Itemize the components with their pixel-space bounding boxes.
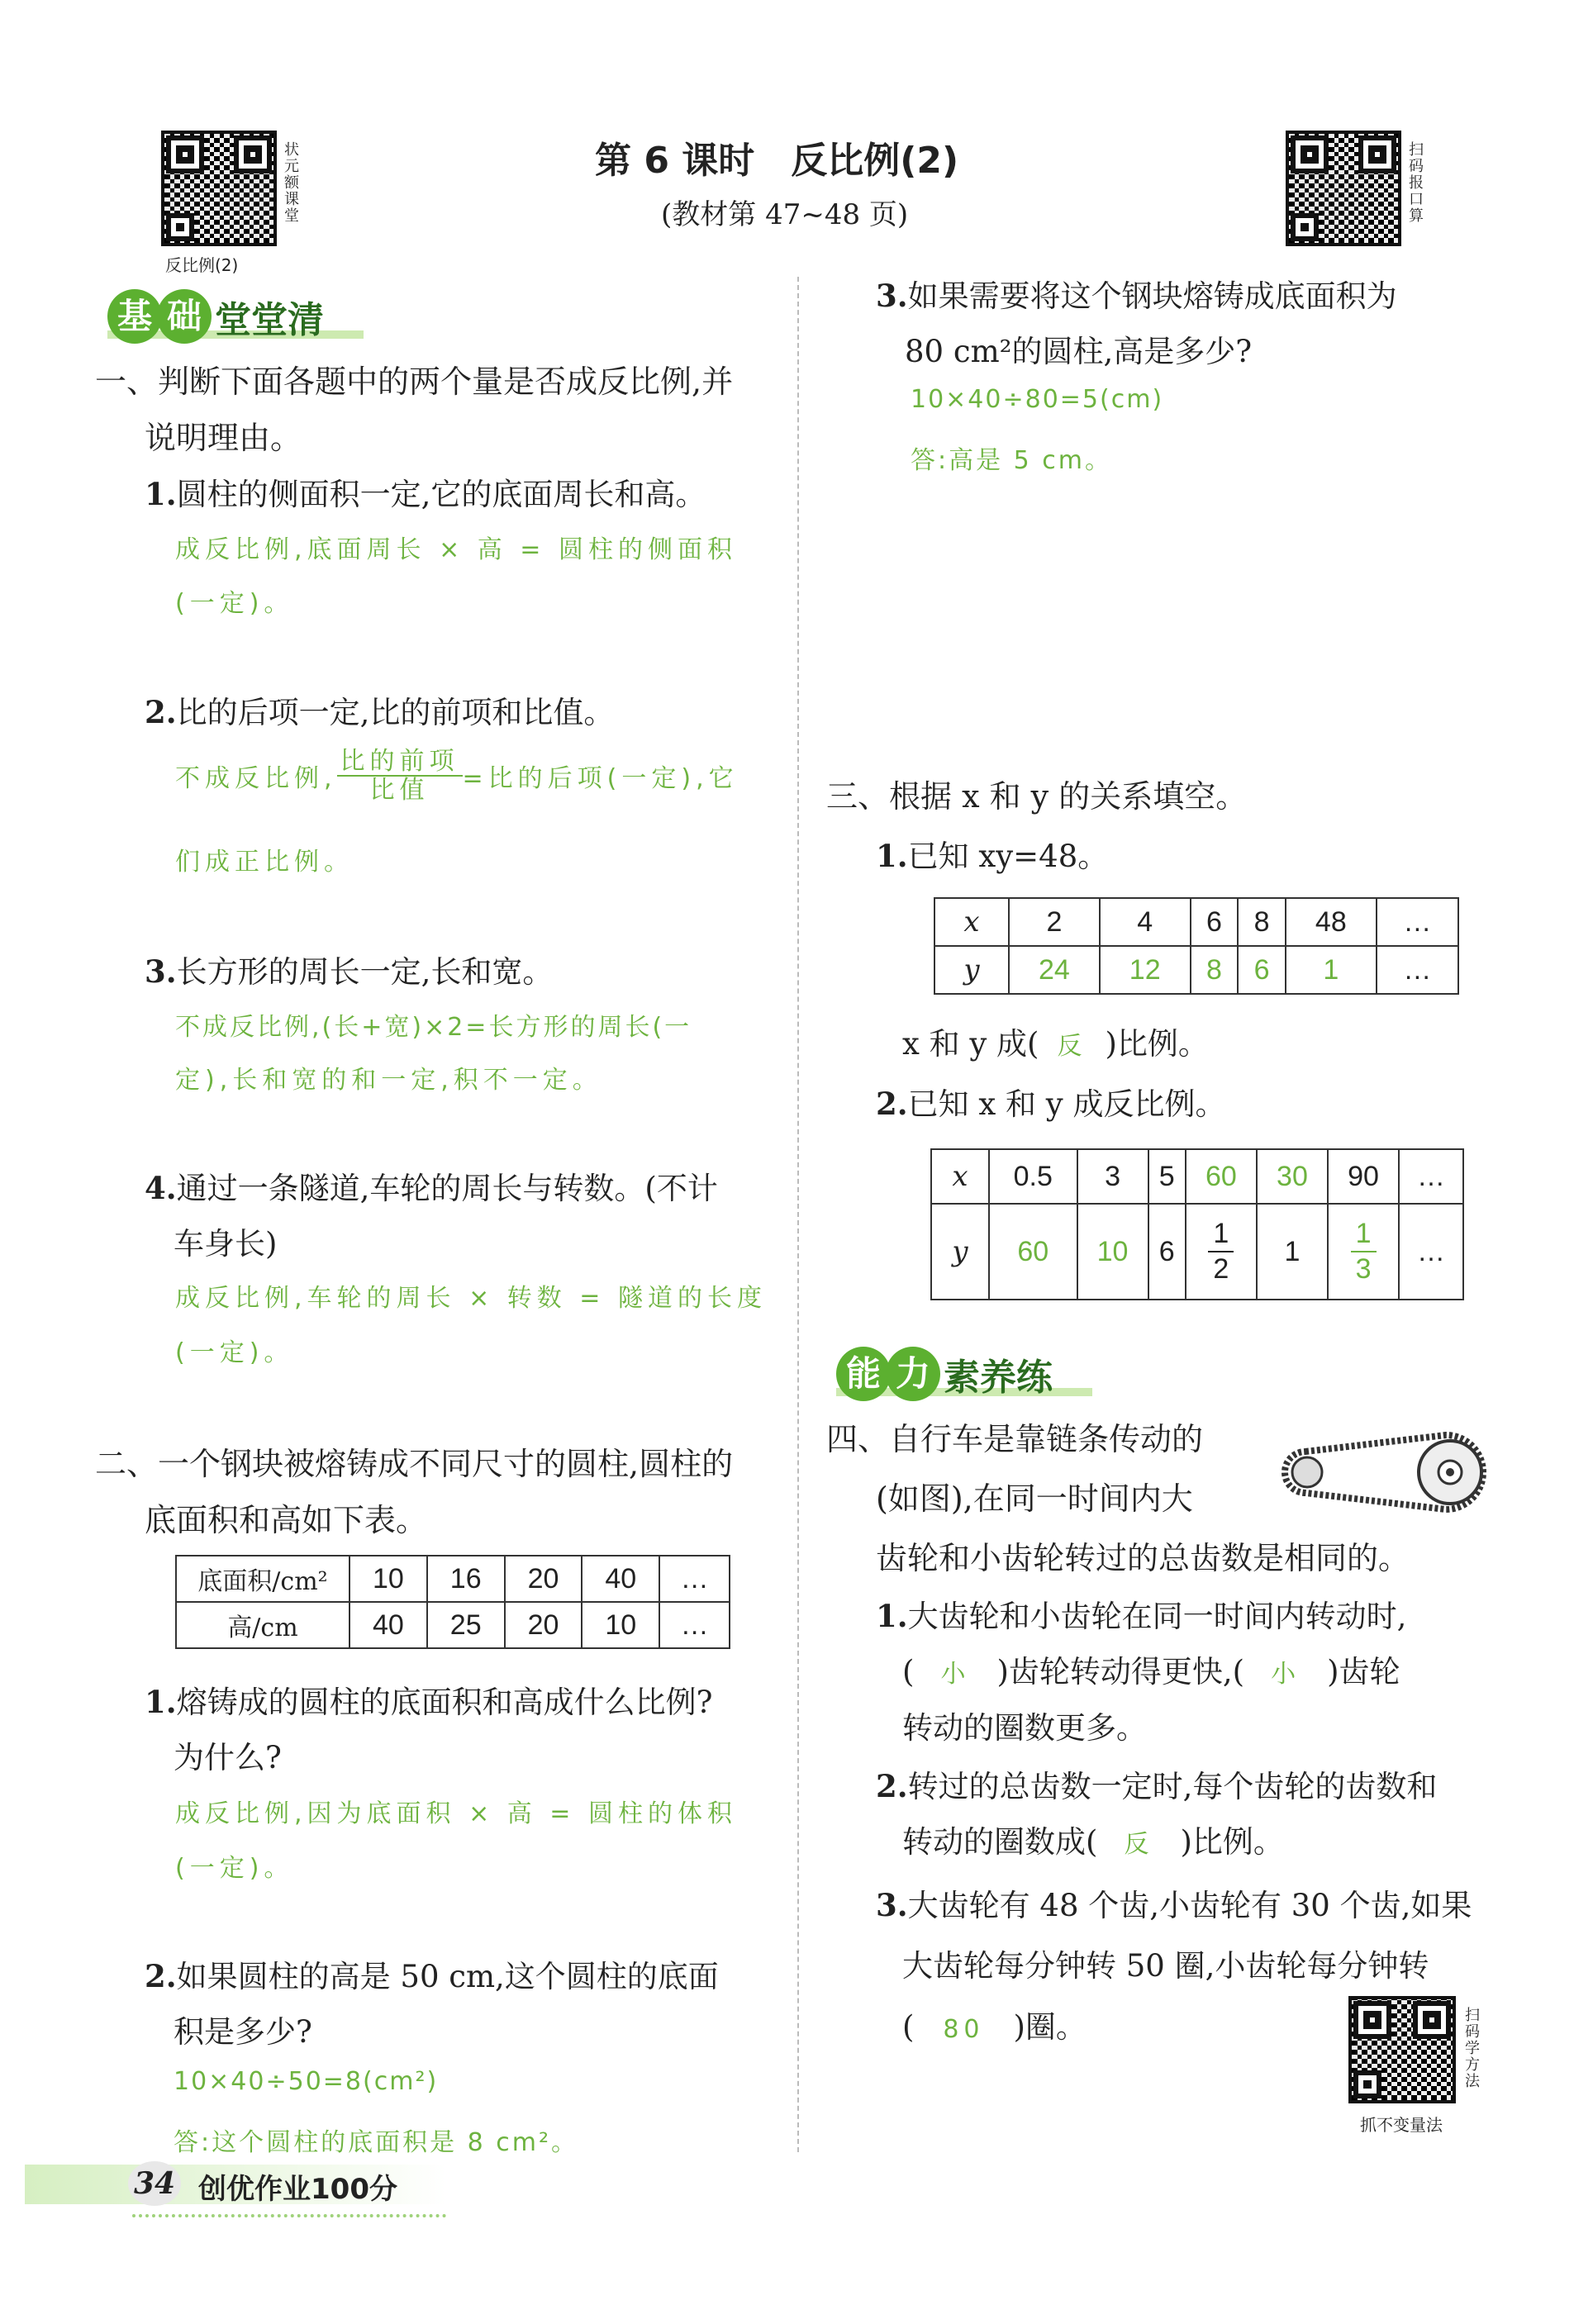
page-number: 34 [128, 2161, 181, 2206]
answer-1-1: 成反比例,底面周长 × 高 = 圆柱的侧面积 [175, 535, 737, 564]
section-badge-basic: 基 础 堂堂清 [107, 288, 324, 345]
table-row [176, 1556, 730, 1602]
answer-2-1: 成反比例,因为底面积 × 高 = 圆柱的体积 [175, 1799, 737, 1828]
question-4-3: 3.大齿轮有 48 个齿,小齿轮有 30 个齿,如果 [876, 1887, 1472, 1923]
page-subtitle: (教材第 47~48 页) [661, 198, 909, 231]
section-badge-ability: 能 力 素养练 [836, 1345, 1053, 1403]
table-cell: 2 [1009, 898, 1100, 946]
table-cell: 40 [350, 1602, 427, 1648]
qr-code-left[interactable] [161, 131, 277, 246]
qr-left-caption: 反比例(2) [165, 255, 239, 275]
table-row-label: 底面积/cm² [176, 1556, 350, 1602]
table-cell: … [1399, 1204, 1463, 1300]
answer-1-4-cont: (一定)。 [175, 1338, 294, 1367]
question-4-title-cont: (如图),在同一时间内大 [876, 1480, 1193, 1517]
table-row-label: 高/cm [176, 1602, 350, 1648]
table-cell-answer: 24 [1009, 946, 1100, 994]
table-cell: 6 [1191, 898, 1239, 946]
table-cell: 8 [1238, 898, 1286, 946]
table-cell: … [1377, 946, 1458, 994]
cylinder-table [175, 1555, 730, 1649]
table-cell: 4 [1100, 898, 1191, 946]
answer-2-2-cont: 答:这个圆柱的底面积是 8 cm²。 [174, 2128, 579, 2157]
question-2-1: 1.熔铸成的圆柱的底面积和高成什么比例? [145, 1684, 713, 1720]
table-row-label: y [934, 946, 1009, 994]
xy-table-2 [930, 1148, 1464, 1300]
table-cell-answer: 1 [1286, 946, 1377, 994]
answer-1-4: 成反比例,车轮的周长 × 转数 = 隧道的长度 [175, 1284, 767, 1313]
answer-1-3-cont: 定),长和宽的和一定,积不一定。 [175, 1066, 602, 1095]
question-1-3: 3.长方形的周长一定,长和宽。 [145, 953, 554, 990]
table-row [934, 946, 1458, 994]
answer-1-2: 不成反比例, $\frac{\text{比的前项}}{\text{比值}}$ =比的后项(一定),它 [175, 747, 739, 805]
table-cell-answer: 60 [1186, 1149, 1257, 1204]
page-title: 第 6 课时 反比例(2) [595, 140, 959, 182]
bicycle-chain-illustration [1281, 1423, 1496, 1522]
question-2-2-cont: 积是多少? [174, 2014, 312, 2050]
table-cell: 3 [1077, 1149, 1148, 1204]
question-2-3-cont: 80 cm²的圆柱,高是多少? [905, 334, 1253, 369]
question-4-2: 2.转过的总齿数一定时,每个齿轮的齿数和 [876, 1768, 1438, 1804]
table-cell: 20 [505, 1602, 583, 1648]
table-cell: 20 [505, 1556, 583, 1602]
qr-bottom-caption: 抓不变量法 [1360, 2115, 1443, 2135]
qr-left-side-label: 状元额课堂 [284, 141, 299, 225]
question-1-2: 2.比的后项一定,比的前项和比值。 [145, 694, 615, 730]
table-cell: 90 [1328, 1149, 1399, 1204]
answer-1-1-cont: (一定)。 [175, 589, 294, 618]
book-title: 创优作业100分 [198, 2173, 397, 2206]
answer-1-2-fraction: $\frac{\text{比的前项}}{\text{比值}}$ [337, 748, 463, 804]
question-4-title-cont2: 齿轮和小齿轮转过的总齿数是相同的。 [876, 1540, 1410, 1576]
question-2-3: 3.如果需要将这个钢块熔铸成底面积为 [876, 278, 1397, 314]
question-4-3-line2: 大齿轮每分钟转 50 圈,小齿轮每分钟转 [902, 1948, 1429, 1984]
question-1-4: 4.通过一条隧道,车轮的周长与转数。(不计 [145, 1170, 718, 1206]
answer-2-2: 10×40÷50=8(cm²) [174, 2067, 439, 2096]
question-4-1: 1.大齿轮和小齿轮在同一时间内转动时, [876, 1598, 1407, 1634]
table-row-label: x [934, 898, 1009, 946]
small-gear [1292, 1457, 1322, 1487]
question-1-1: 1.圆柱的侧面积一定,它的底面周长和高。 [145, 476, 706, 512]
question-2-title: 二、一个钢块被熔铸成不同尺寸的圆柱,圆柱的 [95, 1446, 734, 1482]
qr-bottom-side-label: 扫码学方法 [1465, 2007, 1480, 2090]
table-cell: … [1399, 1149, 1463, 1204]
question-2-title-cont: 底面积和高如下表。 [145, 1502, 428, 1538]
table-cell-answer: 12 [1100, 946, 1191, 994]
table-cell: 16 [427, 1556, 505, 1602]
table-cell: 5 [1148, 1149, 1186, 1204]
table-cell: 48 [1286, 898, 1377, 946]
table-cell: 1 [1257, 1204, 1328, 1300]
table-cell-answer: 6 [1238, 946, 1286, 994]
question-1-4-cont: 车身长) [174, 1226, 278, 1262]
table-row [931, 1204, 1463, 1300]
table-row [934, 898, 1458, 946]
table-cell: … [659, 1556, 730, 1602]
answer-2-3-cont: 答:高是 5 cm。 [911, 446, 1112, 475]
table-cell-answer: 60 [989, 1204, 1077, 1300]
question-4-1-line3: 转动的圈数更多。 [902, 1710, 1147, 1746]
table-row [931, 1149, 1463, 1204]
xy-table-1 [934, 897, 1459, 995]
table-cell: 25 [427, 1602, 505, 1648]
table-cell: 40 [582, 1556, 659, 1602]
answer-2-1-cont: (一定)。 [175, 1854, 294, 1883]
question-3-title: 三、根据 x 和 y 的关系填空。 [826, 778, 1248, 815]
table-cell-answer: 10 [1077, 1204, 1148, 1300]
table-row [176, 1602, 730, 1648]
question-3-2: 2.已知 x 和 y 成反比例。 [876, 1086, 1226, 1122]
qr-code-bottom[interactable] [1348, 1996, 1456, 2103]
table-cell: 10 [350, 1556, 427, 1602]
qr-right-side-label: 扫码报口算 [1409, 141, 1424, 225]
table-cell-answer: 8 [1191, 946, 1239, 994]
column-divider [797, 277, 799, 2152]
answer-1-3: 不成反比例,(长+宽)×2=长方形的周长(一 [175, 1013, 692, 1042]
table-cell-answer: $\frac{1}{3}$ [1328, 1204, 1399, 1300]
table-cell: 10 [582, 1602, 659, 1648]
table-cell-answer: 30 [1257, 1149, 1328, 1204]
table-cell: … [659, 1602, 730, 1648]
question-1-title: 一、判断下面各题中的两个量是否成反比例,并 [95, 364, 734, 400]
table-cell: 6 [1148, 1204, 1186, 1300]
table-cell: $\frac{1}{2}$ [1186, 1204, 1257, 1300]
footer-dots [132, 2214, 446, 2217]
qr-code-right[interactable] [1286, 131, 1401, 246]
table-row-label: y [931, 1204, 989, 1300]
answer-2-3: 10×40÷80=5(cm) [911, 385, 1164, 414]
question-4-1-line2: ( 小 )齿轮转动得更快,( 小 )齿轮 [902, 1654, 1400, 1690]
question-2-1-cont: 为什么? [174, 1740, 282, 1775]
question-3-1-conclusion: x 和 y 成( 反 )比例。 [902, 1026, 1209, 1062]
table-row-label: x [931, 1149, 989, 1204]
question-1-title-cont: 说明理由。 [145, 420, 302, 456]
answer-1-2-cont: 们成正比例。 [175, 848, 354, 877]
question-3-1: 1.已知 xy=48。 [876, 838, 1109, 874]
table-cell: … [1377, 898, 1458, 946]
table-cell: 0.5 [989, 1149, 1077, 1204]
question-4-3-line3: ( 80 )圈。 [902, 2009, 1087, 2045]
question-4-2-line2: 转动的圈数成( 反 )比例。 [902, 1824, 1284, 1860]
question-4-title: 四、自行车是靠链条传动的 [826, 1421, 1204, 1457]
question-2-2: 2.如果圆柱的高是 50 cm,这个圆柱的底面 [145, 1958, 719, 1994]
